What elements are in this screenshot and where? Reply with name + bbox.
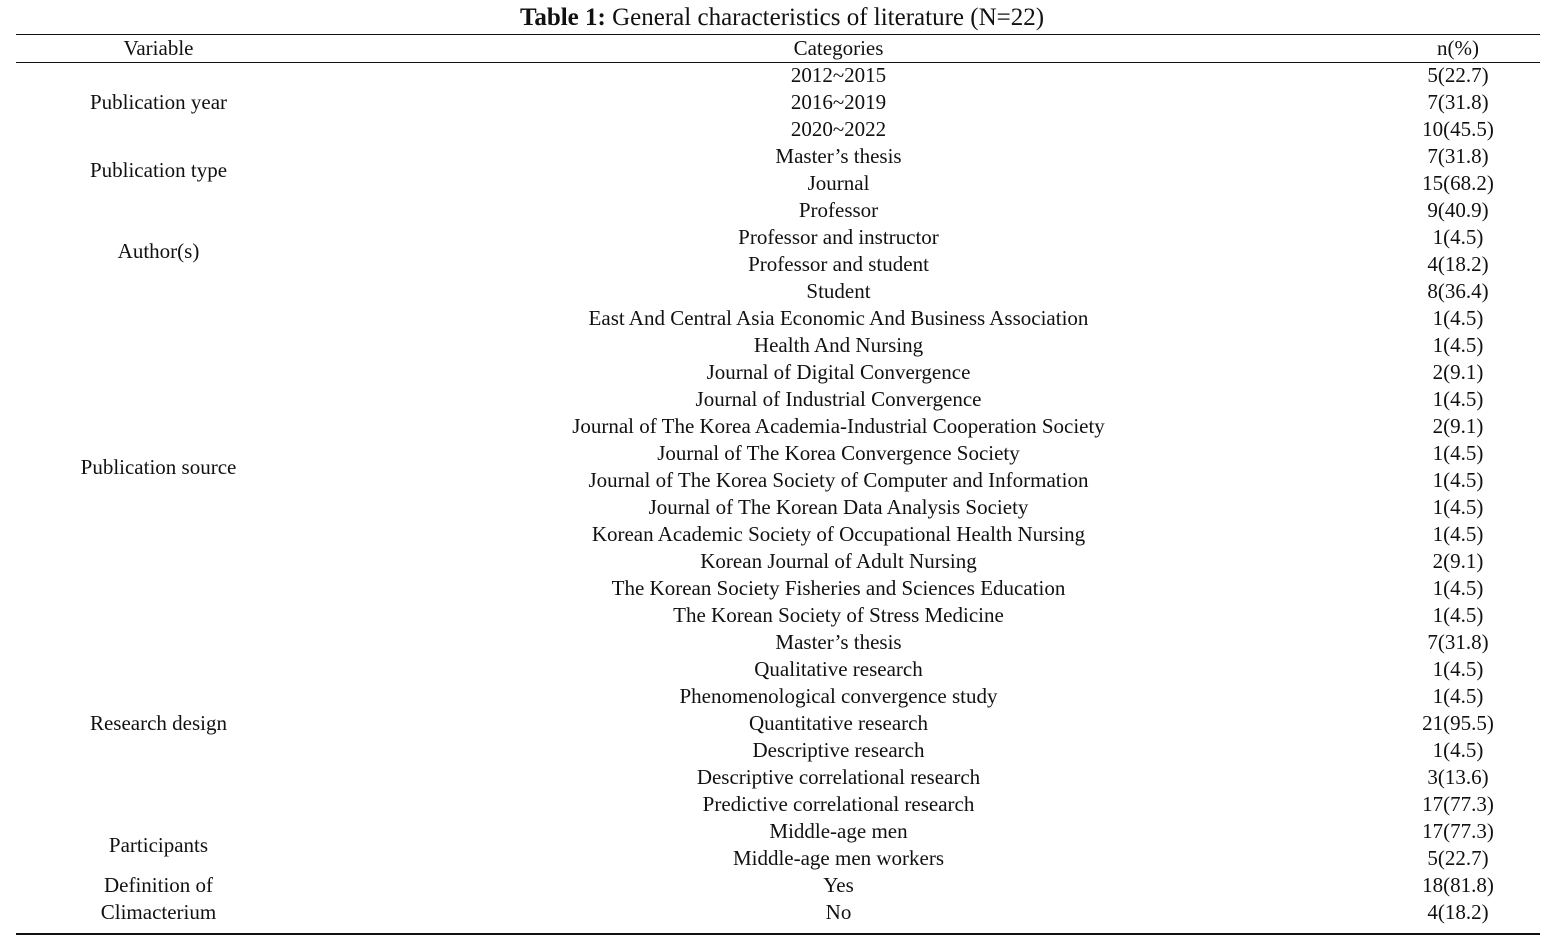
n-percent-cell: 2(9.1) <box>1432 360 1484 384</box>
variable-label: Publication type <box>89 157 228 182</box>
n-percent-cell: 17(77.3) <box>1422 792 1494 816</box>
category-cell: The Korean Society Fisheries and Sciences Education <box>611 576 1066 600</box>
table-bottom-rule <box>16 933 1540 935</box>
category-cell: Korean Academic Society of Occupational Health Nursing <box>591 522 1086 546</box>
category-cell: 2016~2019 <box>790 90 887 114</box>
characteristics-table <box>16 35 1540 926</box>
category-cell: Korean Journal of Adult Nursing <box>700 549 977 573</box>
n-percent-cell: 7(31.8) <box>1427 90 1489 114</box>
n-percent-cell: 18(81.8) <box>1422 873 1494 897</box>
category-cell: Journal of The Korea Convergence Society <box>657 441 1020 465</box>
variable-label: Publication year <box>89 90 228 114</box>
n-percent-cell: 17(77.3) <box>1422 819 1494 843</box>
n-percent-cell: 2(9.1) <box>1432 414 1484 438</box>
n-percent-cell: 7(31.8) <box>1427 630 1489 654</box>
n-percent-cell: 1(4.5) <box>1432 684 1484 708</box>
variable-label: Participants <box>108 832 209 857</box>
n-percent-cell: 10(45.5) <box>1422 117 1494 141</box>
variable-cell <box>16 629 301 818</box>
category-cell: Journal of The Korea Society of Computer and Information <box>588 468 1089 492</box>
category-cell: Journal of The Korea Academia-Industrial Cooperation Society <box>572 414 1105 438</box>
variable-cell <box>16 143 301 197</box>
variable-cell <box>16 818 301 872</box>
n-percent-cell: 4(18.2) <box>1427 900 1489 924</box>
variable-label: Publication source <box>80 454 237 479</box>
category-cell: Qualitative research <box>754 657 923 681</box>
n-percent-cell: 4(18.2) <box>1427 252 1489 276</box>
n-percent-cell: 15(68.2) <box>1422 171 1494 195</box>
header-variable: Variable <box>123 36 194 60</box>
n-percent-cell: 1(4.5) <box>1432 225 1484 249</box>
n-percent-cell: 3(13.6) <box>1427 765 1489 789</box>
table-header-row <box>16 35 1540 62</box>
variable-label: Research design <box>89 711 228 735</box>
category-cell: Predictive correlational research <box>702 792 975 816</box>
n-percent-cell: 2(9.1) <box>1432 549 1484 573</box>
table-row <box>16 143 1540 170</box>
table-row <box>16 818 1540 845</box>
category-cell: Middle-age men workers <box>732 846 945 870</box>
variable-label: Climacterium <box>100 900 217 924</box>
category-cell: Journal of Digital Convergence <box>706 360 971 384</box>
variable-cell <box>16 305 301 629</box>
category-cell: Professor and student <box>748 252 929 276</box>
n-percent-cell: 5(22.7) <box>1427 63 1489 87</box>
category-cell: Journal <box>807 171 870 195</box>
variable-cell <box>16 872 301 926</box>
table-row <box>16 305 1540 332</box>
table-caption-label: Table 1: <box>519 4 606 31</box>
n-percent-cell: 1(4.5) <box>1432 522 1484 546</box>
table-body <box>16 62 1540 926</box>
category-cell: Journal of The Korean Data Analysis Society <box>648 495 1029 519</box>
category-cell: Middle-age men <box>769 819 908 843</box>
category-cell: Descriptive correlational research <box>696 765 981 789</box>
header-n-percent: n(%) <box>1437 36 1479 60</box>
n-percent-cell: 9(40.9) <box>1427 198 1489 222</box>
variable-cell <box>16 197 301 305</box>
category-cell: No <box>825 900 852 924</box>
n-percent-cell: 1(4.5) <box>1432 333 1484 357</box>
n-percent-cell: 1(4.5) <box>1432 387 1484 411</box>
variable-label: Author(s) <box>117 238 200 263</box>
n-percent-cell: 1(4.5) <box>1432 657 1484 681</box>
category-cell: Master’s thesis <box>775 630 902 654</box>
n-percent-cell: 1(4.5) <box>1432 441 1484 465</box>
category-cell: Yes <box>823 873 854 897</box>
n-percent-cell: 1(4.5) <box>1432 468 1484 492</box>
category-cell: Journal of Industrial Convergence <box>695 387 982 411</box>
table-caption <box>0 2 1564 34</box>
table-row <box>16 197 1540 224</box>
n-percent-cell: 1(4.5) <box>1432 738 1484 762</box>
category-cell: Descriptive research <box>752 738 925 762</box>
n-percent-cell: 5(22.7) <box>1427 846 1489 870</box>
category-cell: Professor and instructor <box>738 225 939 249</box>
category-cell: Student <box>806 279 871 303</box>
table-caption-text: General characteristics of literature (N=22) <box>612 4 1045 31</box>
table-row <box>16 872 1540 899</box>
category-cell: East And Central Asia Economic And Business Association <box>588 306 1089 330</box>
n-percent-cell: 8(36.4) <box>1427 279 1489 303</box>
header-categories: Categories <box>793 36 884 60</box>
variable-cell <box>16 62 301 143</box>
category-cell: Professor <box>798 198 879 222</box>
category-cell: 2020~2022 <box>790 117 887 141</box>
table-row <box>16 629 1540 656</box>
n-percent-cell: 1(4.5) <box>1432 576 1484 600</box>
category-cell: The Korean Society of Stress Medicine <box>673 603 1004 627</box>
n-percent-cell: 7(31.8) <box>1427 144 1489 168</box>
category-cell: Quantitative research <box>749 711 928 735</box>
n-percent-cell: 1(4.5) <box>1432 306 1484 330</box>
variable-label: Definition of <box>103 873 214 897</box>
category-cell: 2012~2015 <box>790 63 887 87</box>
table-row <box>16 62 1540 89</box>
n-percent-cell: 21(95.5) <box>1422 711 1494 735</box>
category-cell: Master’s thesis <box>775 144 902 168</box>
n-percent-cell: 1(4.5) <box>1432 603 1484 627</box>
category-cell: Phenomenological convergence study <box>679 684 998 708</box>
n-percent-cell: 1(4.5) <box>1432 495 1484 519</box>
category-cell: Health And Nursing <box>753 333 924 357</box>
